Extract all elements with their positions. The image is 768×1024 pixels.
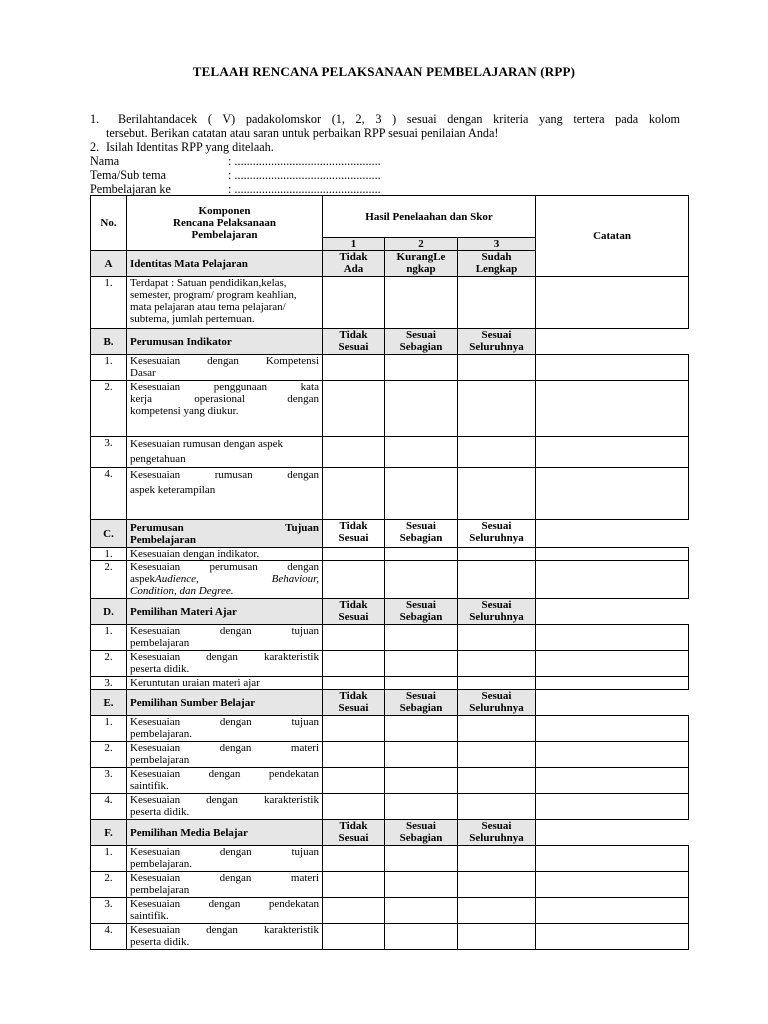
score-cell-1[interactable] [323, 548, 385, 561]
notes-cell[interactable] [536, 872, 689, 898]
score-cell-2[interactable] [385, 437, 458, 468]
score-cell-3[interactable] [458, 716, 536, 742]
score-label-1: Tidak Ada [323, 251, 385, 277]
score-cell-1[interactable] [323, 846, 385, 872]
identity-row-nama [90, 154, 381, 168]
score-cell-1[interactable] [323, 561, 385, 599]
score-cell-2[interactable] [385, 651, 458, 677]
score-cell-1[interactable] [323, 924, 385, 950]
score-cell-2[interactable] [385, 924, 458, 950]
rpp-review-table [90, 195, 689, 950]
instruction-text-line2: tersebut. Berikan catatan atau saran untuk perbaikan RPP sesuai penilaian Anda! [106, 126, 499, 140]
score-cell-2[interactable] [385, 277, 458, 329]
score-cell-3[interactable] [458, 898, 536, 924]
score-cell-2[interactable] [385, 872, 458, 898]
item-text: Kesesuaian dengan materi pembelajaran [127, 742, 323, 768]
score-cell-1[interactable] [323, 437, 385, 468]
table-row: 4. Kesesuaian dengan karakteristik peserta didik. [91, 794, 689, 820]
identity-label: Nama [90, 154, 120, 168]
instruction-1 [90, 112, 680, 140]
score-3-header: 3 [458, 238, 536, 251]
item-text: Kesesuaian dengan karakteristik peserta didik. [127, 794, 323, 820]
score-cell-3[interactable] [458, 437, 536, 468]
score-1-header: 1 [323, 238, 385, 251]
score-cell-2[interactable] [385, 355, 458, 381]
score-cell-3[interactable] [458, 381, 536, 437]
identity-label: Tema/Sub tema [90, 168, 166, 182]
score-cell-1[interactable] [323, 898, 385, 924]
table-row: 2. Kesesuaian penggunaan kata kerja operasional dengan kompetensi yang diukur. [91, 381, 689, 437]
table-row: 1. Kesesuaian dengan indikator. [91, 548, 689, 561]
score-cell-3[interactable] [458, 742, 536, 768]
table-row: 1. Terdapat : Satuan pendidikan,kelas, semester, program/ program keahlian, mata pelajaran atau tema pelajaran/ subtema, jumlah pertemuan. [91, 277, 689, 329]
section-f-row: F. Pemilihan Media Belajar Tidak Sesuai Sesuai Sebagian Sesuai Seluruhnya [91, 820, 689, 846]
item-text: Kesesuaian dengan tujuan pembelajaran. [127, 846, 323, 872]
notes-cell[interactable] [536, 277, 689, 329]
item-text: Kesesuaian dengan karakteristik peserta didik. [127, 924, 323, 950]
table-row: 3. Kesesuaian rumusan dengan aspek pengetahuan [91, 437, 689, 468]
score-cell-1[interactable] [323, 468, 385, 520]
score-cell-1[interactable] [323, 794, 385, 820]
identity-row-tema [90, 168, 381, 182]
score-cell-1[interactable] [323, 742, 385, 768]
item-text: Kesesuaian dengan karakteristik peserta didik. [127, 651, 323, 677]
score-cell-2[interactable] [385, 625, 458, 651]
score-cell-3[interactable] [458, 794, 536, 820]
notes-cell[interactable] [536, 794, 689, 820]
score-cell-3[interactable] [458, 677, 536, 690]
item-text: Kesesuaian dengan pendekatan saintifik. [127, 898, 323, 924]
item-text: Kesesuaian dengan indikator. [127, 548, 323, 561]
score-cell-3[interactable] [458, 768, 536, 794]
item-text: Kesesuaian dengan tujuan pembelajaran. [127, 716, 323, 742]
identity-value: : ................................................ [228, 154, 381, 168]
item-text: Kesesuaian dengan materi pembelajaran [127, 872, 323, 898]
section-c-row: C. Perumusan Tujuan Pembelajaran Tidak Sesuai Sesuai Sebagian Sesuai Seluruhnya [91, 520, 689, 548]
table-row: 1. Kesesuaian dengan tujuan pembelajaran. [91, 716, 689, 742]
table-row: 2. Kesesuaian dengan materi pembelajaran [91, 872, 689, 898]
score-cell-2[interactable] [385, 742, 458, 768]
notes-cell[interactable] [536, 437, 689, 468]
score-cell-3[interactable] [458, 846, 536, 872]
score-cell-2[interactable] [385, 468, 458, 520]
table-row: 2. Kesesuaian dengan materi pembelajaran [91, 742, 689, 768]
notes-cell[interactable] [536, 625, 689, 651]
score-cell-1[interactable] [323, 677, 385, 690]
score-cell-3[interactable] [458, 651, 536, 677]
section-d-row: D. Pemilihan Materi Ajar Tidak Sesuai Sesuai Sebagian Sesuai Seluruhnya [91, 599, 689, 625]
score-cell-1[interactable] [323, 651, 385, 677]
score-cell-1[interactable] [323, 625, 385, 651]
identity-row-pembelajaran [90, 182, 381, 196]
notes-cell[interactable] [536, 651, 689, 677]
notes-cell[interactable] [536, 468, 689, 520]
instruction-text-line1: Isilah Identitas RPP yang ditelaah. [106, 140, 274, 154]
section-letter: A [91, 251, 127, 277]
score-cell-3[interactable] [458, 468, 536, 520]
score-cell-2[interactable] [385, 716, 458, 742]
section-b-row: B. Perumusan Indikator Tidak Sesuai Sesuai Sebagian Sesuai Seluruhnya [91, 329, 689, 355]
score-cell-2[interactable] [385, 794, 458, 820]
notes-cell[interactable] [536, 898, 689, 924]
item-text: Kesesuaian rumusan dengan aspek pengetahuan [127, 437, 323, 468]
table-row: 3. Kesesuaian dengan pendekatan saintifik. [91, 898, 689, 924]
header-komponen: Komponen Rencana Pelaksanaan Pembelajaran [127, 196, 323, 251]
notes-cell[interactable] [536, 742, 689, 768]
item-text: Kesesuaian dengan tujuan pembelajaran [127, 625, 323, 651]
instruction-number: 2. [90, 140, 100, 154]
section-e-row: E. Pemilihan Sumber Belajar Tidak Sesuai Sesuai Sebagian Sesuai Seluruhnya [91, 690, 689, 716]
identity-label: Pembelajaran ke [90, 182, 171, 196]
notes-cell[interactable] [536, 677, 689, 690]
score-cell-1[interactable] [323, 277, 385, 329]
notes-cell[interactable] [536, 716, 689, 742]
notes-cell[interactable] [536, 548, 689, 561]
score-cell-2[interactable] [385, 548, 458, 561]
table-row: 2. Kesesuaian dengan karakteristik peserta didik. [91, 651, 689, 677]
header-catatan: Catatan [536, 196, 689, 277]
score-cell-2[interactable] [385, 677, 458, 690]
item-text: Terdapat : Satuan pendidikan,kelas, semester, program/ program keahlian, mata pelajaran atau tema pelajaran/ subtema, jumlah pertemuan. [127, 277, 323, 329]
table-row: 1. Kesesuaian dengan tujuan pembelajaran [91, 625, 689, 651]
score-2-header: 2 [385, 238, 458, 251]
score-cell-2[interactable] [385, 561, 458, 599]
score-label-2: KurangLe ngkap [385, 251, 458, 277]
table-row: 3. Keruntutan uraian materi ajar [91, 677, 689, 690]
score-cell-3[interactable] [458, 548, 536, 561]
score-cell-1[interactable] [323, 381, 385, 437]
notes-cell[interactable] [536, 768, 689, 794]
table-row: 2. Kesesuaian perumusan dengan aspekAudience, Behaviour, Condition, dan Degree. [91, 561, 689, 599]
instruction-text-line1: Berilahtandacek ( V) padakolomskor (1, 2, 3 ) sesuai dengan kriteria yang tertera pada kolom [118, 112, 680, 126]
identity-value: : ................................................ [228, 168, 381, 182]
table-row: 3. Kesesuaian dengan pendekatan saintifik. [91, 768, 689, 794]
score-cell-2[interactable] [385, 381, 458, 437]
notes-cell[interactable] [536, 561, 689, 599]
score-cell-3[interactable] [458, 625, 536, 651]
item-text: Kesesuaian perumusan dengan aspekAudience, Behaviour, Condition, dan Degree. [127, 561, 323, 599]
instruction-2 [90, 140, 680, 154]
score-cell-1[interactable] [323, 768, 385, 794]
table-row: 4. Kesesuaian dengan karakteristik peserta didik. [91, 924, 689, 950]
score-cell-3[interactable] [458, 355, 536, 381]
score-cell-1[interactable] [323, 355, 385, 381]
score-label-3: Sudah Lengkap [458, 251, 536, 277]
notes-cell[interactable] [536, 924, 689, 950]
table-row: 1. Kesesuaian dengan tujuan pembelajaran. [91, 846, 689, 872]
item-text: Kesesuaian dengan pendekatan saintifik. [127, 768, 323, 794]
item-text: Kesesuaian dengan Kompetensi Dasar [127, 355, 323, 381]
score-cell-3[interactable] [458, 872, 536, 898]
item-text: Keruntutan uraian materi ajar [127, 677, 323, 690]
score-cell-3[interactable] [458, 924, 536, 950]
score-cell-3[interactable] [458, 561, 536, 599]
notes-cell[interactable] [536, 355, 689, 381]
identity-value: : ................................................ [228, 182, 381, 196]
header-no: No. [91, 196, 127, 251]
table-row: 1. Kesesuaian dengan Kompetensi Dasar [91, 355, 689, 381]
score-cell-1[interactable] [323, 716, 385, 742]
notes-cell[interactable] [536, 846, 689, 872]
item-text: Kesesuaian penggunaan kata kerja operasional dengan kompetensi yang diukur. [127, 381, 323, 437]
header-hasil: Hasil Penelaahan dan Skor [323, 196, 536, 238]
score-cell-2[interactable] [385, 846, 458, 872]
page-title: TELAAH RENCANA PELAKSANAAN PEMBELAJARAN (RPP) [192, 64, 576, 79]
score-cell-2[interactable] [385, 768, 458, 794]
notes-cell[interactable] [536, 381, 689, 437]
table-row: 4. Kesesuaian rumusan dengan aspek keterampilan [91, 468, 689, 520]
instruction-number: 1. [90, 112, 100, 126]
item-text: Kesesuaian rumusan dengan aspek keterampilan [127, 468, 323, 520]
score-cell-2[interactable] [385, 898, 458, 924]
score-cell-1[interactable] [323, 872, 385, 898]
score-cell-3[interactable] [458, 277, 536, 329]
section-name: Identitas Mata Pelajaran [127, 251, 323, 277]
